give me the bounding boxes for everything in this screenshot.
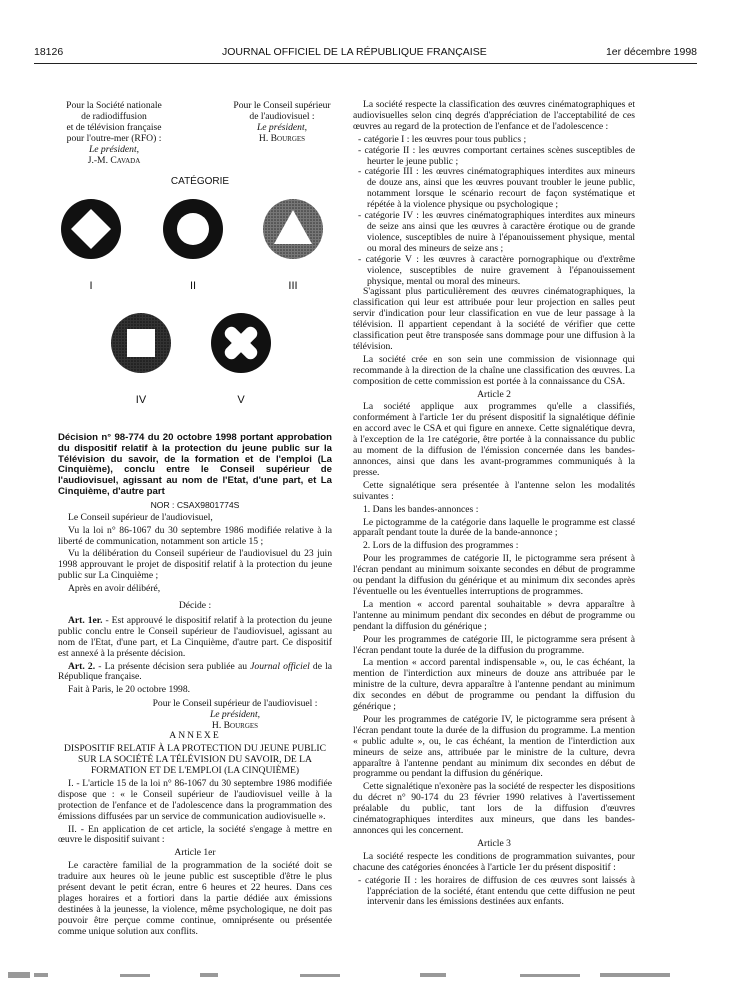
pictogram-cat3-icon — [262, 198, 324, 260]
paragraph: Pour les programmes de catégorie IV, le pictogramme sera présent à l'écran pendant toute la durée de la diffusion du programme. La mention « public adulte », ou, le cas échéant, la mention de l'interdiction aux mineurs de seize ans, attribuée par le ministre de la culture, devra apparaître à l'antenne pendant au minimum dix secondes en début de programme ou pendant la diffusion du générique. — [353, 713, 635, 780]
signature-role: Le président, — [209, 709, 261, 721]
signature-line: Pour le Conseil supérieur de l'audiovisuel : — [152, 698, 318, 710]
paragraph: Le pictogramme de la catégorie dans laquelle le programme est classé apparaît pendant toute la durée de la bande-annonce ; — [353, 516, 635, 539]
signature-role: Le président, — [256, 122, 308, 133]
pictogram-cat4-icon — [110, 312, 172, 374]
category-item: - catégorie IV : les œuvres cinématographiques interdites aux mineurs de seize ans ainsi que les œuvres à caractère érotique ou de grande violence, susceptibles de nuire à l'épanouissement physique, mental ou moral des mineurs de seize ans ; — [358, 210, 635, 254]
journal-title: JOURNAL OFFICIEL DE LA RÉPUBLIQUE FRANÇAISE — [222, 46, 487, 58]
paragraph: Pour les programmes de catégorie III, le pictogramme sera présent à l'écran pendant toute la durée de la diffusion du programme. — [353, 633, 635, 656]
paragraph: Vu la délibération du Conseil supérieur de l'audiovisuel du 23 juin 1998 approuvant le projet de dispositif relatif à la protection du jeune public sur La Cinquième ; — [58, 548, 332, 582]
paragraph: Cette signalétique sera présentée à l'antenne selon les modalités suivantes : — [353, 479, 635, 502]
signature-line: Pour la Société nationale — [66, 100, 162, 111]
paragraph: La mention « accord parental indispensable », ou, le cas échéant, la mention de l'interdiction aux mineurs de douze ans attribuée par le ministre de la culture, devra apparaître à l'antenne pendant au minimum dix secondes en début de programme ou pendant la diffusion du générique ; — [353, 657, 635, 713]
pictogram-cat1-icon — [60, 198, 122, 260]
signature-line: Pour le Conseil supérieur — [233, 100, 331, 111]
signature-name: H. Bourges — [211, 720, 259, 732]
article-2-title: Article 2 — [477, 388, 511, 400]
article-3-title: Article 3 — [477, 837, 511, 849]
article-text: de la République française. — [58, 660, 333, 683]
pictogram-cat2-icon — [162, 198, 224, 260]
article-1-decision — [58, 616, 332, 660]
right-column — [353, 100, 635, 908]
pictogram-cat5-icon — [210, 312, 272, 374]
scan-noise — [0, 968, 731, 984]
article-1-title: Article 1er — [174, 847, 216, 859]
paragraph: S'agissant plus particulièrement des œuvres cinématographiques, la classification qui leur est attribuée pour leur projection en salles peut servir d'indication pour leur classification en vue de leur passage à la télévision. Il appartient cependant à la société de vérifier que cette classification peut être transposée sans dommage pour une diffusion à la télévision. — [353, 286, 635, 352]
article-text: - Est approuvé le dispositif relatif à la protection du jeune public conclu entre le Conseil supérieur de l'audiovisuel, agissant au nom de l'Etat, d'une part, et La Cinquième, d'autre part. Ce dispositif est annexé à la présente décision. — [58, 614, 332, 659]
paragraph: La mention « accord parental souhaitable » devra apparaître à l'antenne au minimum pendant dix secondes en début de programme ou pendant la diffusion du générique ; — [353, 598, 635, 632]
scan-noise-marks — [0, 968, 731, 984]
journal-italic: Journal officiel — [250, 660, 310, 672]
category-label: II — [189, 280, 197, 292]
paragraph: I. - L'article 15 de la loi n° 86-1067 du 30 septembre 1986 modifiée dispose que : « le Conseil supérieur de l'audiovisuel veille à la protection de l'enfance et de l'adolescence dans la programmation des émissions diffusées par un service de communication audiovisuelle ». — [58, 777, 332, 822]
paragraph: La société respecte les conditions de programmation suivantes, pour chacune des catégories énoncées à l'article 1er du présent dispositif : — [353, 850, 635, 873]
article-2-decision — [58, 662, 332, 684]
signature-name: H. Bourges — [258, 133, 306, 144]
category-item: - catégorie II : les horaires de diffusion de ces œuvres sont laissés à l'appréciation de la société, étant entendu que cette diffusion ne peut intervenir dans les émissions destinées aux enfants. — [358, 874, 635, 908]
category-item: - catégorie II : les œuvres comportant certaines scènes susceptibles de heurter le jeune public ; — [358, 144, 635, 167]
paragraph: Cette signalétique n'exonère pas la société de respecter les dispositions du décret n° 90-174 du 23 février 1990 relatives à l'avertissement préalable du public, tant lors de la diffusion d'œuvres cinématographiques interdites aux mineurs, que dans les bandes-annonces qui les concernent. — [353, 781, 635, 836]
article-label: Art. 1er. — [68, 614, 103, 626]
annexe-subtitle: DISPOSITIF RELATIF À LA PROTECTION DU JEUNE PUBLIC SUR LA SOCIÉTÉ LA TÉLÉVISION DU SAVOIR, DE LA FORMATION ET DE L'EMPLOI (LA CINQUIÈME) — [64, 743, 326, 776]
paragraph: Vu la loi n° 86-1067 du 30 septembre 1986 modifiée relative à la liberté de communication, notamment son article 15 ; — [58, 524, 332, 547]
fait-line: Fait à Paris, le 20 octobre 1998. — [68, 684, 191, 696]
category-label: IV — [135, 394, 147, 406]
paragraph: 1. Dans les bandes-annonces : — [363, 503, 479, 515]
page-header — [34, 46, 697, 62]
nor-reference: NOR : CSAX9801774S — [150, 499, 240, 510]
paragraph: Pour les programmes de catégorie II, le pictogramme sera présent à l'écran pendant au minimum soixante secondes en début de programme ou pendant la diffusion du générique et au minimum dix secondes après l'éventuelle ou les éventuelles interruptions de programmes. — [353, 553, 635, 597]
category-label: V — [237, 394, 245, 406]
signature-line: pour l'outre-mer (RFO) : — [66, 133, 162, 144]
paragraph: II. - En application de cet article, la société s'engage à mettre en œuvre le dispositif suivant : — [58, 823, 332, 846]
signature-name: J.-M. Cavada — [87, 155, 141, 166]
article-text: - La présente décision sera publiée au — [95, 660, 251, 672]
signature-line: de radiodiffusion — [81, 111, 147, 122]
page-number: 18126 — [34, 46, 64, 58]
category-item: - catégorie III : les œuvres cinématographiques interdites aux mineurs de douze ans, ainsi que les œuvres pouvant troubler le jeune public, notamment lorsque le scénario recourt de façon systématique et répétée à la violence physique ou psychologique ; — [358, 166, 635, 211]
decision-signature — [58, 698, 332, 731]
signature-line: et de télévision française — [66, 122, 162, 133]
category-label: I — [89, 280, 93, 292]
decision-column — [58, 433, 332, 940]
paragraph: 2. Lors de la diffusion des programmes : — [363, 540, 519, 552]
article-label: Art. 2. — [68, 660, 96, 672]
category-label: III — [288, 280, 298, 292]
signature-line: de l'audiovisuel : — [249, 111, 315, 122]
paragraph: La société applique aux programmes qu'elle a classifiés, conformément à l'article 1er du présent dispositif la signalétique définie en accord avec le CSA et qui figure en annexe. Cette signalétique devra, à l'exception de la 1re catégorie, être portée à la connaissance du public au moment de la diffusion de l'émission concernée dans les bandes-annonces, ainsi que dans les avant-programmes communiqués à la presse. — [353, 401, 635, 478]
categorie-heading: CATÉGORIE — [170, 176, 230, 187]
paragraph: Le caractère familial de la programmation de la société doit se traduire aux heures où le jeune public est susceptible d'être le plus présent devant le petit écran, entre 6 heures et 22 heures. Dans ces plages horaires et a fortiori dans la partie dédiée aux émissions destinées à la jeunesse, la violence, même psychologique, ne doit pas pouvoir être perçue comme continue, omniprésente ou présentée comme unique solution aux conflits. — [58, 860, 332, 937]
annexe-title: ANNEXE — [169, 730, 221, 742]
issue-date: 1er décembre 1998 — [605, 46, 697, 58]
paragraph: Après en avoir délibéré, — [68, 583, 161, 595]
signature-role: Le président, — [88, 144, 140, 155]
header-rule — [34, 63, 697, 64]
decision-title: Décision n° 98-774 du 20 octobre 1998 portant approbation du dispositif relatif à la protection du jeune public sur la Télévision du savoir, de la formation et de l'emploi (La Cinquième), conclu entre le Conseil supérieur de l'audiovisuel, agissant au nom de l'Etat, d'une part, et La Cinquième, d'autre part — [58, 432, 332, 497]
signature-csa — [218, 100, 346, 144]
category-item: - catégorie V : les œuvres à caractère pornographique ou d'extrême violence, susceptibles de nuire gravement à l'épanouissement physique, mental ou moral des mineurs. — [358, 253, 635, 287]
paragraph: Le Conseil supérieur de l'audiovisuel, — [68, 511, 213, 523]
paragraph: La société respecte la classification des œuvres cinématographiques et audiovisuelles selon cinq degrés d'appréciation de l'acceptabilité de ces œuvres au regard de la protection de l'enfance et de l'adolescence : — [353, 99, 635, 132]
paragraph: La société crée en son sein une commission de visionnage qui recommande à la direction de la chaîne une classification des œuvres. La composition de cette commission est portée à la connaissance du CSA. — [353, 353, 635, 387]
decide-heading: Décide : — [178, 600, 212, 612]
category-item: - catégorie I : les œuvres pour tous publics ; — [358, 133, 527, 145]
signature-rfo — [50, 100, 178, 166]
